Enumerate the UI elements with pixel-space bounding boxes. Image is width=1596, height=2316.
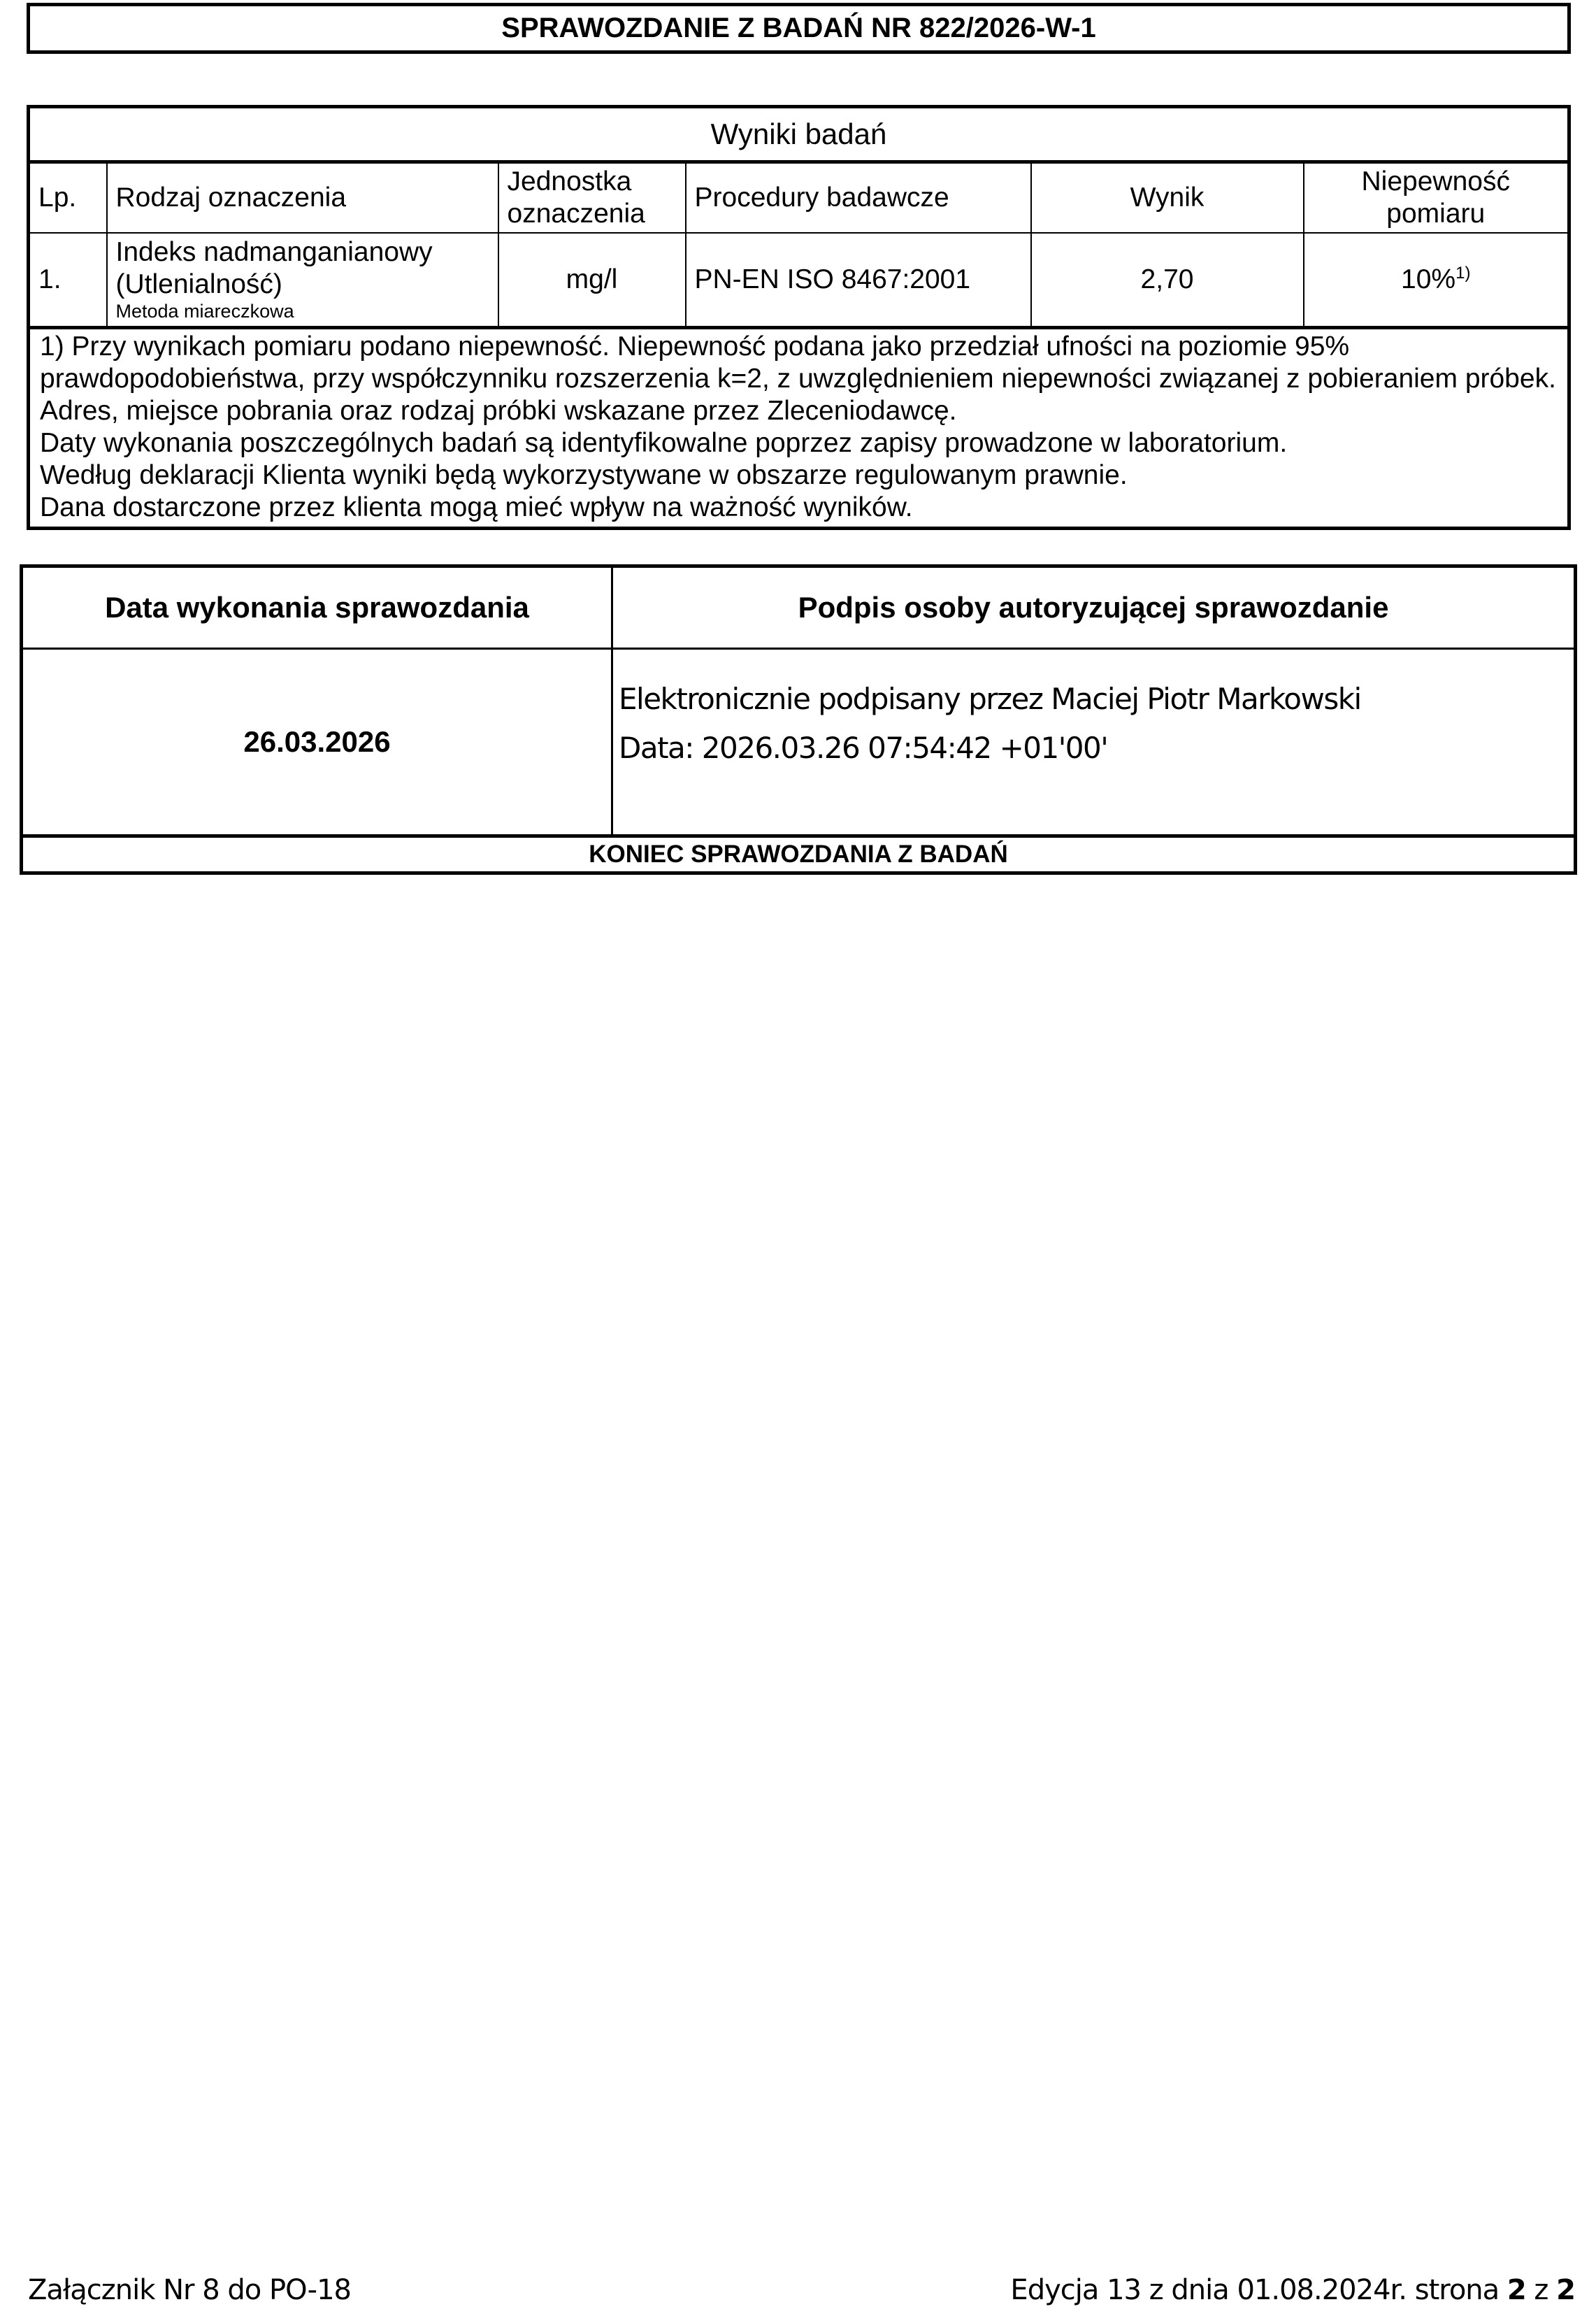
row-uncertainty: 10%: [1401, 264, 1456, 294]
sign-header: Podpis osoby autoryzującej sprawozdanie: [612, 566, 1576, 649]
col-procedure: Procedury badawcze: [686, 162, 1031, 234]
notes: [29, 328, 1569, 529]
row-method: Metoda miareczkowa: [115, 301, 294, 322]
col-uncertainty: Niepewność pomiaru: [1304, 162, 1569, 234]
row-uncertainty-cell: [1304, 233, 1569, 328]
signature-table: [20, 564, 1577, 875]
row-lp: 1.: [29, 233, 107, 328]
footer-right: [1010, 2274, 1575, 2306]
col-lp: Lp.: [29, 162, 107, 234]
report-title: SPRAWOZDANIE Z BADAŃ NR 822/2026-W-1: [27, 3, 1571, 54]
page-number: 2: [1507, 2274, 1526, 2306]
row-procedure: PN-EN ISO 8467:2001: [686, 233, 1031, 328]
note-line: Daty wykonania poszczególnych badań są identyfikowalne poprzez zapisy prowadzone w laboratorium.: [40, 428, 1288, 458]
signature-line-2: Data: 2026.03.26 07:54:42 +01'00': [619, 731, 1108, 765]
col-name: Rodzaj oznaczenia: [107, 162, 498, 234]
row-unit: mg/l: [498, 233, 686, 328]
row-name: Indeks nadmanganianowy: [115, 237, 433, 267]
col-unit: Jednostka oznaczenia: [498, 162, 686, 234]
report-date: 26.03.2026: [22, 649, 612, 836]
results-table: [27, 105, 1571, 530]
footer-left: Załącznik Nr 8 do PO-18: [28, 2274, 351, 2306]
note-line: Według deklaracji Klienta wyniki będą wykorzystywane w obszarze regulowanym prawnie.: [40, 460, 1128, 490]
table-row: [29, 233, 1569, 328]
date-header: Data wykonania sprawozdania: [22, 566, 612, 649]
signature-line-1: Elektronicznie podpisany przez Maciej Piotr Markowski: [619, 682, 1361, 716]
footer-of: z: [1525, 2274, 1557, 2306]
row-result: 2,70: [1031, 233, 1304, 328]
page-total: 2: [1556, 2274, 1575, 2306]
footer-edition: Edycja 13 z dnia 01.08.2024r. strona: [1010, 2274, 1507, 2306]
note-line: Adres, miejsce pobrania oraz rodzaj próbki wskazane przez Zleceniodawcę.: [40, 396, 957, 426]
footnote-ref: 1): [1455, 264, 1471, 283]
end-of-report: KONIEC SPRAWOZDANIA Z BADAŃ: [22, 836, 1576, 873]
col-result: Wynik: [1031, 162, 1304, 234]
note-line: prawdopodobieństwa, przy współczynniku rozszerzenia k=2, z uwzględnieniem niepewności związanej z pobieraniem próbek.: [40, 364, 1556, 394]
note-line: 1) Przy wynikach pomiaru podano niepewność. Niepewność podana jako przedział ufności na poziomie 95%: [40, 331, 1350, 362]
note-line: Dana dostarczone przez klienta mogą mieć wpływ na ważność wyników.: [40, 492, 913, 522]
digital-signature: [612, 649, 1576, 836]
results-section-title: Wyniki badań: [29, 107, 1569, 162]
row-name-2: (Utlenialność): [115, 269, 282, 299]
